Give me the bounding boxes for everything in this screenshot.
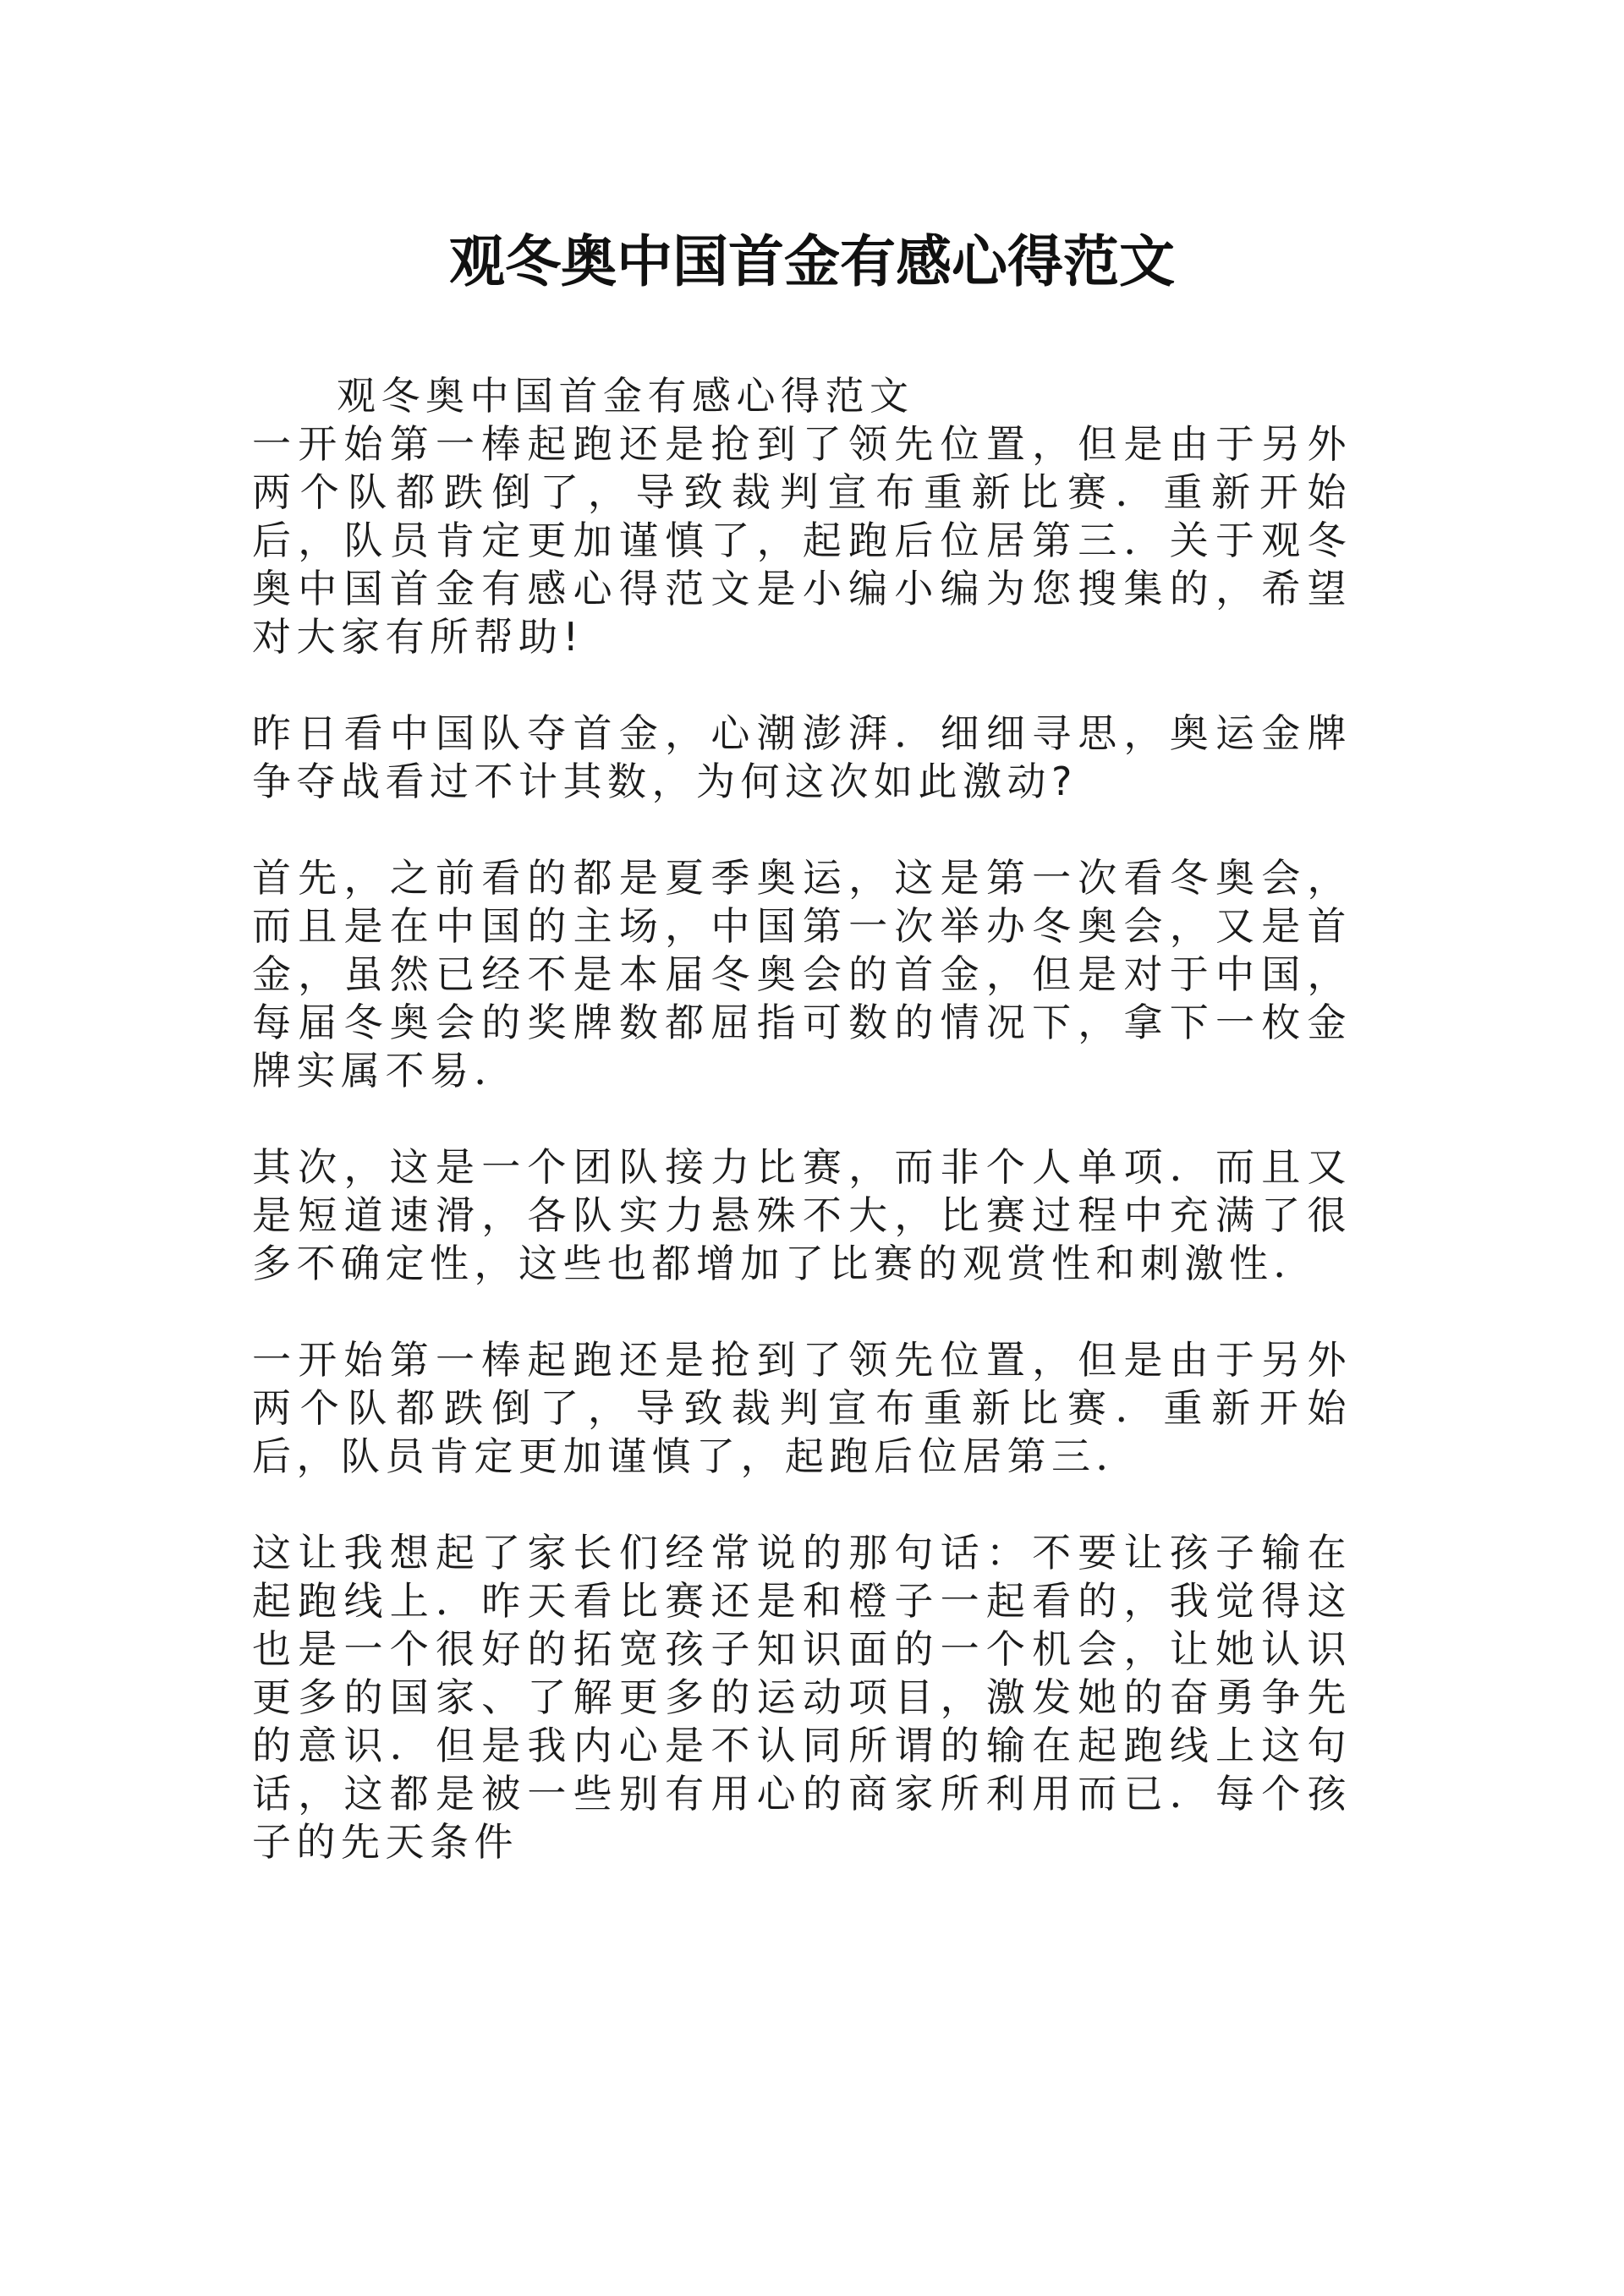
paragraph-starting-line: 这让我想起了家长们经常说的那句话：不要让孩子输在起跑线上．昨天看比赛还是和橙子一起看的，我觉得这也是一个很好的拓宽孩子知识面的一个机会，让她认识更多的国家、了解更多的运动项目，激发她的奋勇争先的意识．但是我内心是不认同所谓的输在起跑线上这句话，这都是被一些别有用心的商家所利用而已．每个孩子的先天条件: [252, 1530, 1352, 1865]
document-subtitle: 观冬奥中国首金有感心得范文: [337, 373, 914, 419]
document-title: 观冬奥中国首金有感心得范文: [449, 228, 1175, 294]
paragraph-intro: 一开始第一棒起跑还是抢到了领先位置，但是由于另外两个队都跌倒了，导致裁判宣布重新比赛．重新开始后，队员肯定更加谨慎了，起跑后位居第三．关于观冬奥中国首金有感心得范文是小编小编为您搜集的，希望对大家有所帮助!: [252, 421, 1352, 660]
paragraph-second-reason: 其次，这是一个团队接力比赛，而非个人单项．而且又是短道速滑，各队实力悬殊不大，比赛过程中充满了很多不确定性，这些也都增加了比赛的观赏性和刺激性．: [252, 1144, 1352, 1286]
paragraph-first-reason: 首先，之前看的都是夏季奥运，这是第一次看冬奥会，而且是在中国的主场，中国第一次举办冬奥会，又是首金，虽然已经不是本届冬奥会的首金，但是对于中国，每届冬奥会的奖牌数都屈指可数的情况下，拿下一枚金牌实属不易．: [252, 855, 1352, 1093]
document-body: [252, 372, 1352, 1915]
paragraph-reflection: 昨日看中国队夺首金，心潮澎湃．细细寻思，奥运金牌争夺战看过不计其数，为何这次如此激动?: [252, 710, 1352, 804]
paragraph-race-restart: 一开始第一棒起跑还是抢到了领先位置，但是由于另外两个队都跌倒了，导致裁判宣布重新比赛．重新开始后，队员肯定更加谨慎了，起跑后位居第三．: [252, 1337, 1352, 1479]
